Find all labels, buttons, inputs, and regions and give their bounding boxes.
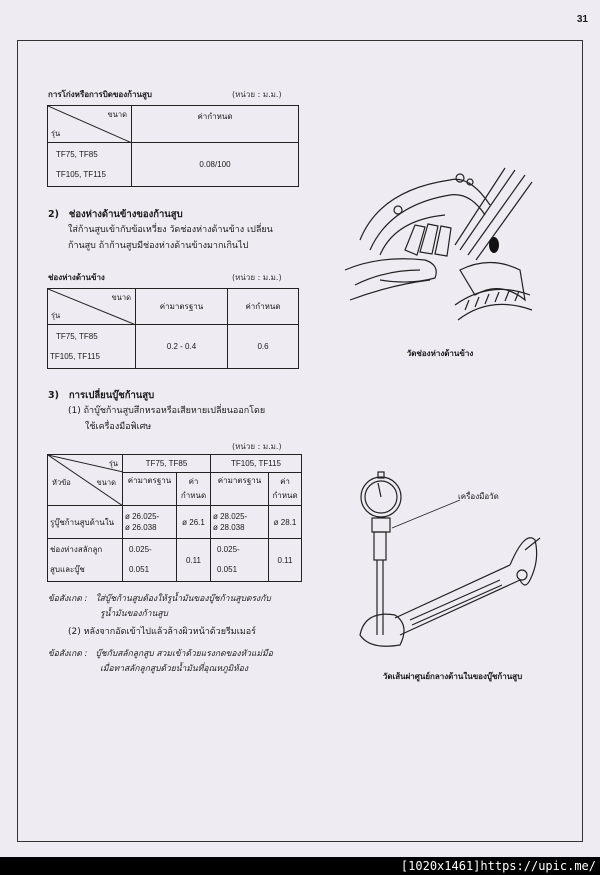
side-clearance-table-title: ช่องห่างด้านข้าง [48,273,105,282]
table-row: ช่องห่างสลักลูก สูบและบู๊ช 0.025- 0.051 0.11 0.025- 0.051 0.11 [48,539,302,582]
watermark: [1020x1461]https://upic.me/ [400,859,596,873]
note-1: ข้อสังเกต : ใส่บู๊ชก้านสูบต้องให้รูน้ำมันของบู๊ชก้านสูบตรงกับ [48,594,271,604]
group-header-2: TF105, TF115 [211,455,302,473]
bore-gauge-illustration [350,470,550,650]
gauge-label: เครื่องมือวัด [458,492,499,501]
group-header-1: TF75, TF85 [123,455,211,473]
bend-value: 0.08/100 [132,143,299,187]
table-row: รูบู๊ชก้านสูบด้านใน ø 26.025- ø 26.038 ø 26.1 ø 28.025- ø 28.038 ø 28.1 [48,506,302,539]
header-limit: ค่ากำหนด [132,106,299,143]
col-standard-2: ค่ามาตรฐาน [211,473,269,506]
limit-value: 0.6 [228,325,299,369]
bend-unit: (หน่วย : ม.ม.) [232,90,282,99]
side-clearance-heading: 2) ช่องห่างด้านข้างของก้านสูบ [48,209,183,220]
col-limit-2: ค่า กำหนด [269,473,302,506]
col-limit-1: ค่า กำหนด [177,473,211,506]
page-number: 31 [576,14,588,25]
note-1-cont: รูน้ำมันของก้านสูบ [100,609,168,619]
side-clearance-table [47,288,299,369]
side-clearance-body: ใส่ก้านสูบเข้ากับข้อเหวี่ยง วัดช่องห่างด้านข้าง เปลี่ยน ก้านสูบ ถ้าก้านสูบมีช่องห่างด้านข้างมากเกินไป [68,225,273,251]
side-clearance-caption: วัดช่องห่างด้านข้าง [406,349,474,358]
side-clearance-illustration [340,160,540,330]
bushing-caption: วัดเส้นผ่าศูนย์กลางด้านในของบู๊ชก้านสูบ [382,672,523,681]
bushing-heading: 3) การเปลี่ยนบู๊ชก้านสูบ [48,390,155,401]
bushing-step2: (2) หลังจากอัดเข้าไปแล้วล้างผิวหน้าด้วยรีมเมอร์ [68,627,256,637]
col-standard-1: ค่ามาตรฐาน [123,473,177,506]
header-standard: ค่ามาตรฐาน [136,289,228,325]
header-limit: ค่ากำหนด [228,289,299,325]
table-corner-cell: รุ่น ขนาด หัวข้อ [48,455,123,506]
side-clearance-unit: (หน่วย : ม.ม.) [232,273,282,282]
bend-title: การโก่งหรือการบิดของก้านสูบ [48,90,152,99]
table-corner-cell: ขนาด รุ่น [48,289,136,325]
bushing-table [47,454,302,582]
table-corner-cell: ขนาด รุ่น [48,106,132,143]
bend-table [47,105,299,187]
models-cell: TF75, TF85 TF105, TF115 [48,143,132,187]
standard-value: 0.2 - 0.4 [136,325,228,369]
bushing-step1: (1) ถ้าบู๊ชก้านสูบสึกหรอหรือเสียหายเปลี่ยนออกโดย ใช้เครื่องมือพิเศษ [68,406,266,432]
note-2: ข้อสังเกต : บู๊ชกับสลักลูกสูบ สวมเข้าด้วยแรงกดของหัวแม่มือ [48,649,273,659]
bushing-unit: (หน่วย : ม.ม.) [232,442,282,451]
models-cell: TF75, TF85 TF105, TF115 [48,325,136,369]
note-2-cont: เมื่อทาสลักลูกสูบด้วยน้ำมันที่อุณหภูมิห้อง [100,664,249,674]
